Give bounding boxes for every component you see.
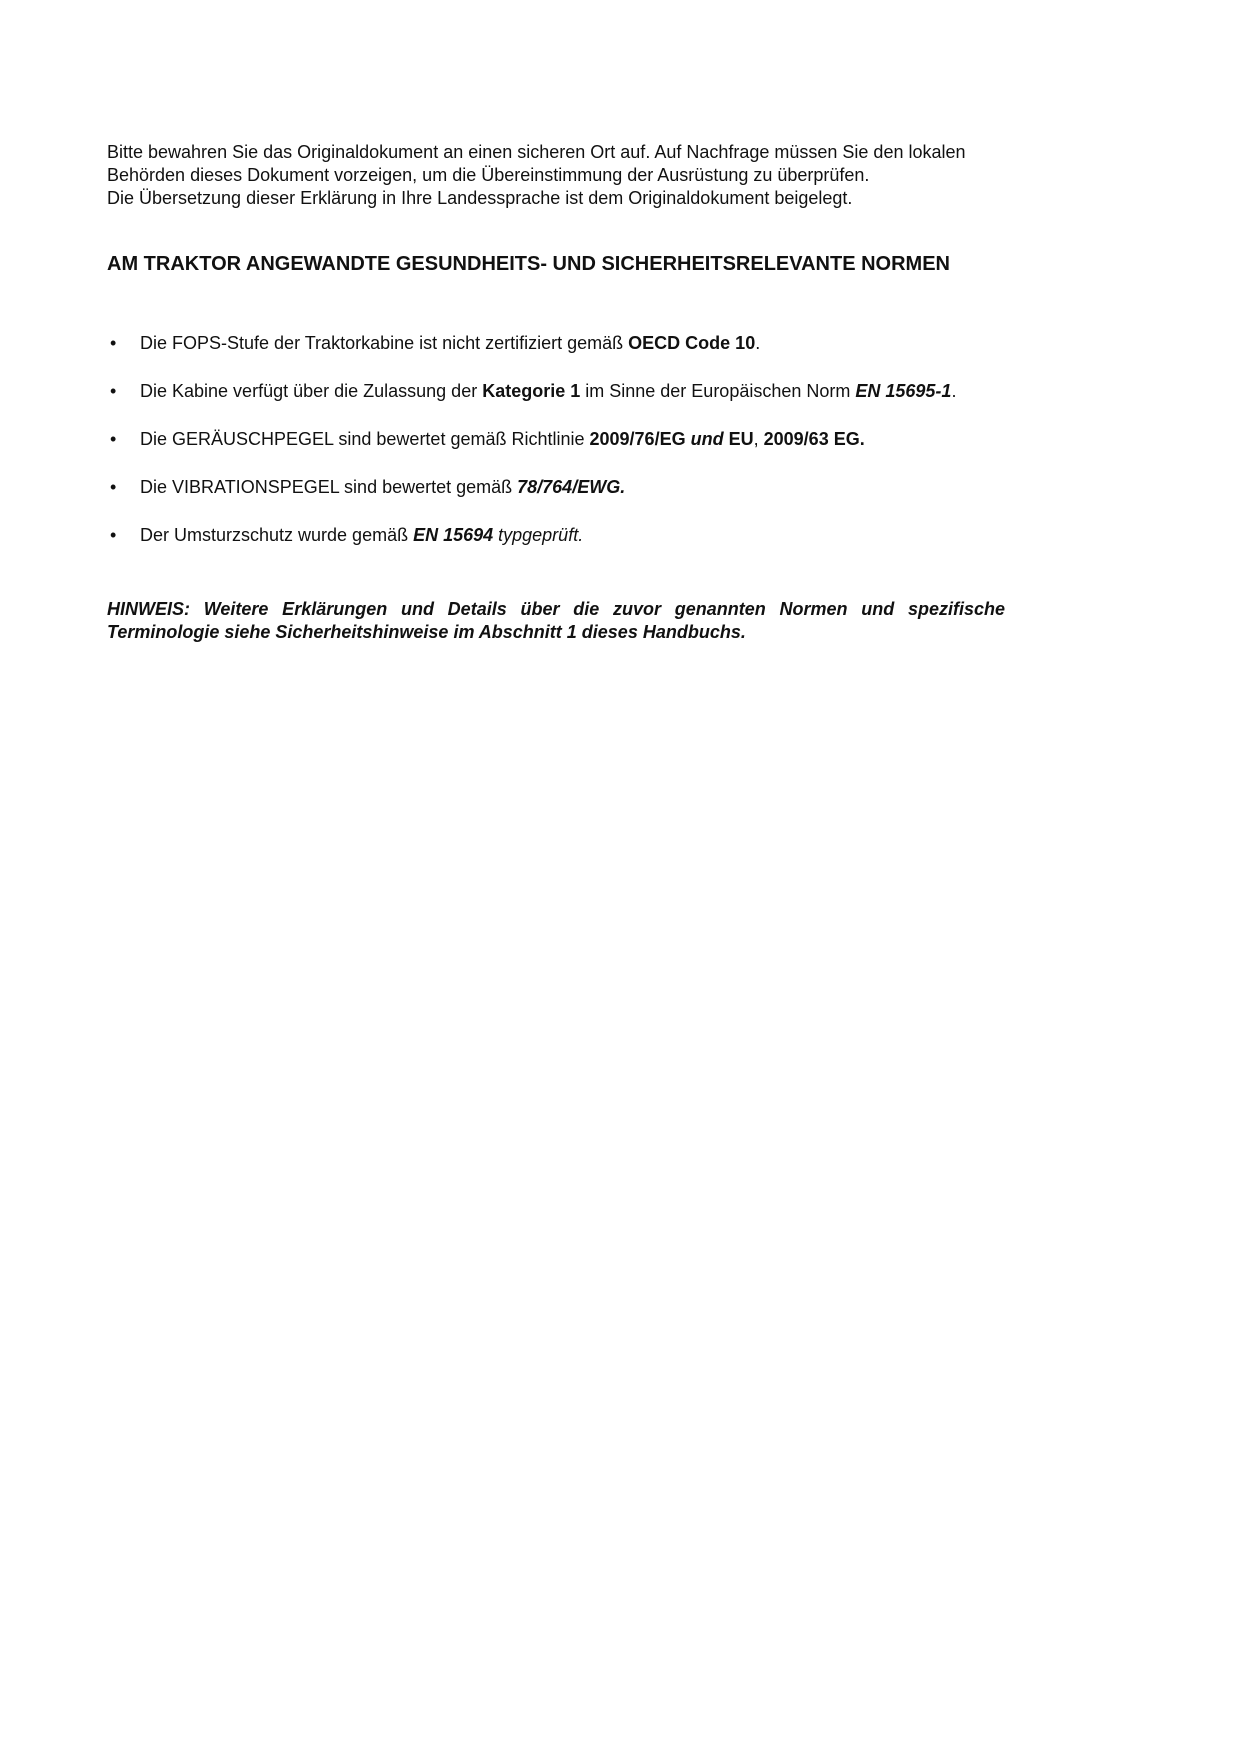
section-heading: AM TRAKTOR ANGEWANDTE GESUNDHEITS- UND SICHERHEITSRELEVANTE NORMEN bbox=[107, 253, 950, 275]
list-item bbox=[107, 524, 1005, 547]
list-item-text: Die VIBRATIONSPEGEL sind bewertet gemäß 78/764/EWG. bbox=[140, 477, 626, 497]
standards-list bbox=[107, 332, 1005, 547]
bullet-icon: • bbox=[110, 429, 117, 449]
list-item-text: Die Kabine verfügt über die Zulassung der Kategorie 1 im Sinne der Europäischen Norm EN 15695-1. bbox=[140, 381, 957, 401]
list-item bbox=[107, 380, 1005, 403]
intro-paragraph bbox=[107, 141, 1005, 210]
list-item-text: Der Umsturzschutz wurde gemäß EN 15694 typgeprüft. bbox=[140, 525, 584, 545]
intro-text-line-1: Bitte bewahren Sie das Originaldokument an einen sicheren Ort auf. Auf Nachfrage müssen Sie den lokalen Behörden dieses Dokument vorzeigen, um die Übereinstimmung der Ausrüstung zu überprüfen. bbox=[107, 142, 966, 185]
note-paragraph: HINWEIS: Weitere Erklärungen und Details über die zuvor genannten Normen und spezifische Terminologie siehe Sicherheitshinweise im Abschnitt 1 dieses Handbuchs. bbox=[107, 599, 1005, 642]
bullet-icon: • bbox=[110, 381, 117, 401]
list-item bbox=[107, 428, 1005, 451]
intro-text-line-2: Die Übersetzung dieser Erklärung in Ihre Landessprache ist dem Originaldokument beigelegt. bbox=[107, 188, 853, 208]
list-item-text: Die FOPS-Stufe der Traktorkabine ist nicht zertifiziert gemäß OECD Code 10. bbox=[140, 333, 761, 353]
bullet-icon: • bbox=[110, 525, 117, 545]
bullet-icon: • bbox=[110, 333, 117, 353]
list-item bbox=[107, 476, 1005, 499]
list-item bbox=[107, 332, 1005, 355]
list-item-text: Die GERÄUSCHPEGEL sind bewertet gemäß Richtlinie 2009/76/EG und EU, 2009/63 EG. bbox=[140, 429, 865, 449]
bullet-icon: • bbox=[110, 477, 117, 497]
